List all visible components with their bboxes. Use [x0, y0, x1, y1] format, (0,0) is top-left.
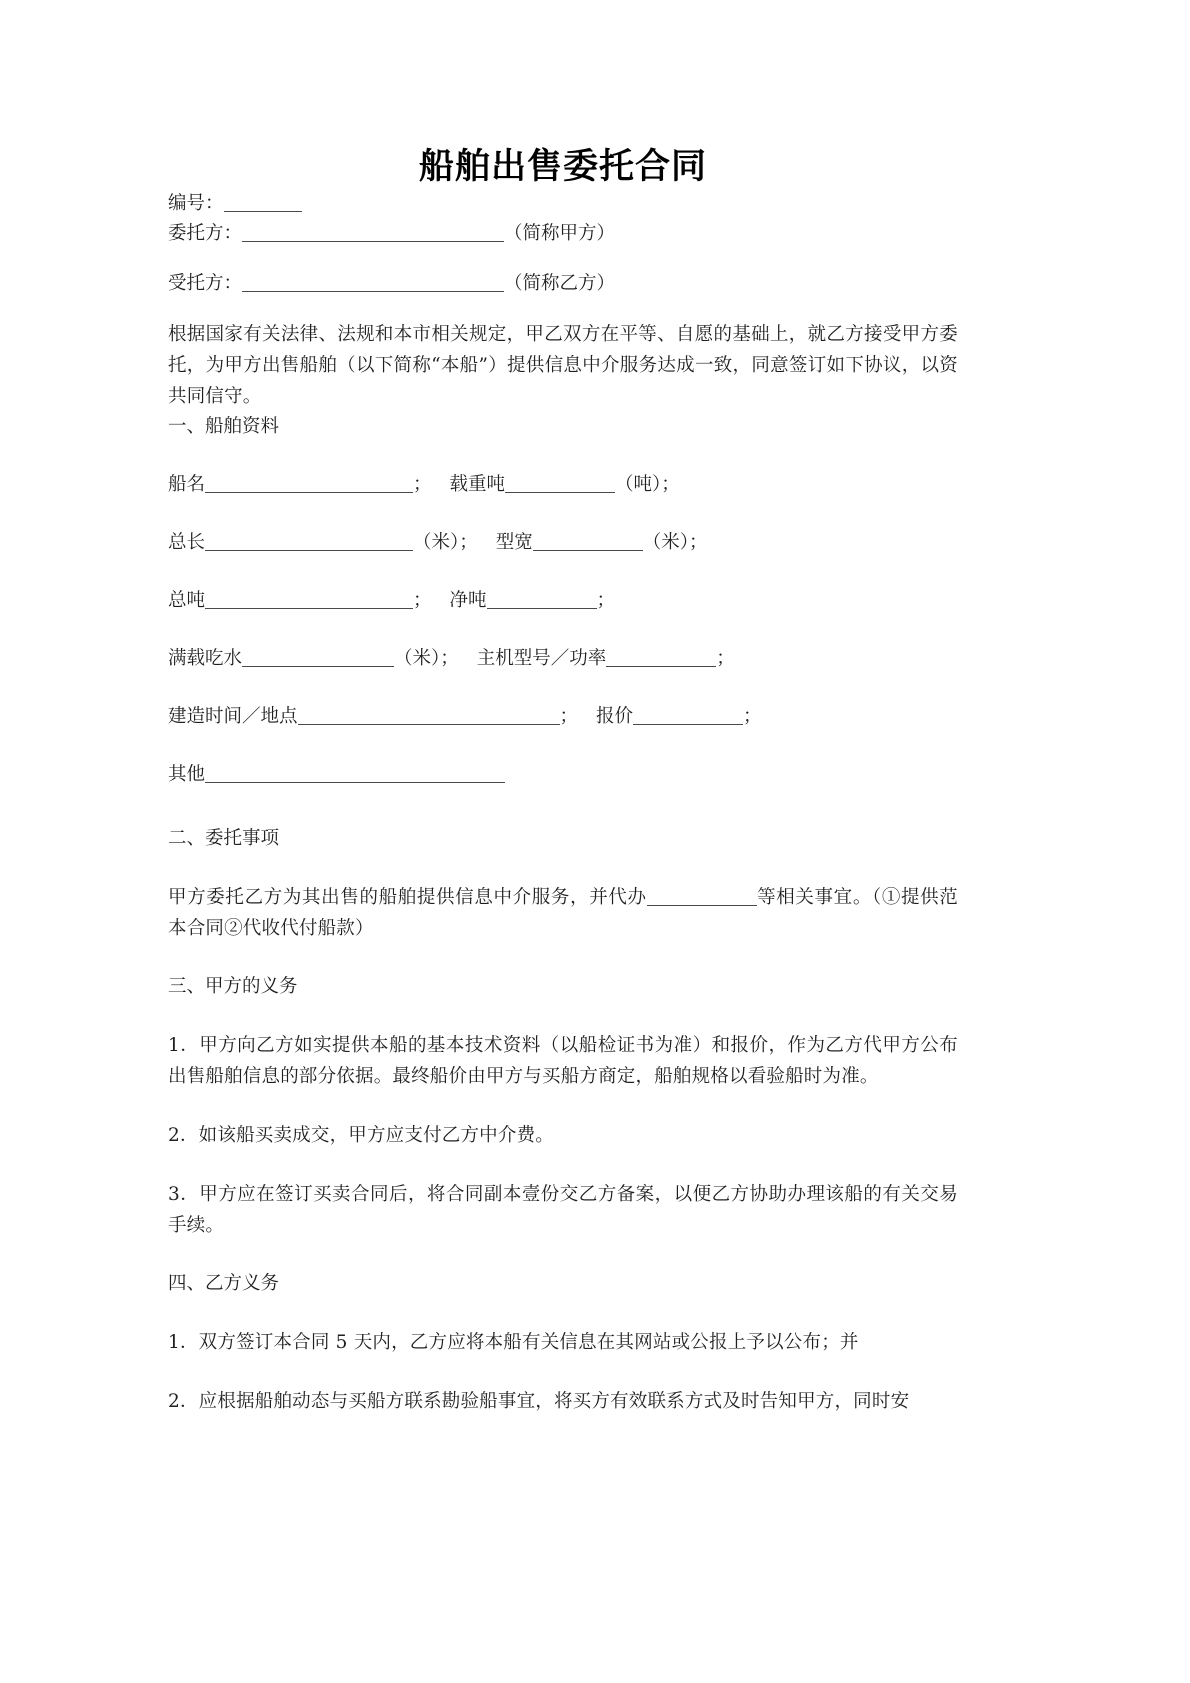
entrusting-party-blank[interactable] — [242, 224, 504, 242]
page-title: 船舶出售委托合同 — [418, 146, 707, 187]
entrusted-party-suffix: （简称乙方） — [504, 272, 616, 294]
field-row-entrusting-party — [168, 219, 958, 249]
spacer — [168, 674, 958, 702]
spec-label: 型宽 — [495, 531, 533, 553]
spec-blank[interactable] — [505, 475, 615, 493]
spec-row-other — [168, 760, 958, 790]
entrusting-party-suffix: （简称甲方） — [504, 222, 616, 244]
spacer — [168, 616, 958, 644]
spacer — [168, 1299, 958, 1327]
spec-row-gross-tonnage — [168, 586, 958, 616]
spec-label: 船名 — [168, 473, 206, 495]
spec-label: 净吨 — [449, 589, 487, 611]
spacer — [168, 1241, 958, 1269]
spacer — [168, 1151, 958, 1179]
document-body — [168, 0, 958, 1417]
spec-blank[interactable] — [242, 649, 394, 667]
field-row-number — [168, 189, 958, 219]
section-heading-2: 二、委托事项 — [168, 827, 280, 849]
spacer — [168, 558, 958, 586]
number-blank[interactable] — [224, 194, 302, 212]
spec-tail: ； — [596, 589, 616, 611]
spec-tail: （米）； — [394, 647, 459, 669]
spacer — [168, 500, 958, 528]
section-heading-4: 四、乙方义务 — [168, 1272, 280, 1294]
spec-tail: （吨）； — [615, 473, 680, 495]
spec-label: 总长 — [168, 531, 206, 553]
section2-blank[interactable] — [647, 888, 757, 906]
number-label: 编号： — [168, 192, 224, 214]
spec-tail: ； — [413, 589, 432, 611]
spec-label: 建造时间／地点 — [168, 705, 298, 727]
spacer — [168, 249, 958, 269]
section4-item-2: 2．应根据船舶动态与买船方联系勘验船事宜，将买方有效联系方式及时告知甲方，同时安 — [168, 1390, 910, 1412]
spacer — [168, 299, 958, 319]
spec-label: 主机型号／功率 — [476, 647, 607, 669]
spec-label: 其他 — [168, 763, 206, 785]
section3-item-1: 1．甲方向乙方如实提供本船的基本技术资料（以船检证书为准）和报价，作为乙方代甲方公布出售船舶信息的部分依据。最终船价由甲方与买船方商定，船舶规格以看验船时为准。 — [168, 1034, 958, 1087]
section2-text-after: 等相关事宜。（①提供范本合同②代收代付船款） — [168, 886, 958, 939]
section-heading-1: 一、船舶资料 — [168, 415, 280, 437]
entrusted-party-label: 受托方： — [168, 272, 243, 294]
section3-item-3: 3．甲方应在签订买卖合同后，将合同副本壹份交乙方备案，以便乙方协助办理该船的有关交易手续。 — [168, 1183, 958, 1236]
spec-row-ship-name — [168, 470, 958, 500]
spec-blank[interactable] — [205, 475, 413, 493]
spec-tail: （米）； — [413, 531, 478, 553]
field-row-entrusted-party — [168, 269, 958, 299]
spacer — [168, 944, 958, 972]
spacer — [168, 1002, 958, 1030]
spec-blank[interactable] — [205, 765, 505, 783]
spec-blank[interactable] — [633, 707, 743, 725]
spec-tail: ； — [413, 473, 432, 495]
entrusted-party-blank[interactable] — [242, 274, 504, 292]
spacer — [168, 854, 958, 882]
spec-label: 报价 — [596, 705, 634, 727]
spacer — [168, 790, 958, 824]
spec-row-build-date-place — [168, 702, 958, 732]
spec-label: 载重吨 — [449, 473, 506, 495]
section4-item-1: 1．双方签订本合同 5 天内，乙方应将本船有关信息在其网站或公报上予以公布；并 — [168, 1331, 859, 1353]
spec-row-length — [168, 528, 958, 558]
section2-paragraph — [168, 882, 958, 944]
spec-blank[interactable] — [533, 533, 643, 551]
spec-tail: ； — [743, 705, 762, 727]
spec-blank[interactable] — [487, 591, 597, 609]
spacer — [168, 732, 958, 760]
preamble-paragraph: 根据国家有关法律、法规和本市相关规定，甲乙双方在平等、自愿的基础上，就乙方接受甲方委托，为甲方出售船舶（以下简称“本船”）提供信息中介服务达成一致，同意签订如下协议，以资共同信守。 — [168, 323, 958, 407]
spec-blank[interactable] — [205, 591, 413, 609]
spec-label: 总吨 — [168, 589, 206, 611]
spec-blank[interactable] — [606, 649, 716, 667]
section3-item-2: 2．如该船买卖成交，甲方应支付乙方中介费。 — [168, 1124, 554, 1146]
spec-blank[interactable] — [298, 707, 560, 725]
spec-blank[interactable] — [205, 533, 413, 551]
entrusting-party-label: 委托方： — [168, 222, 243, 244]
section-heading-3: 三、甲方的义务 — [168, 975, 298, 997]
spec-tail: ； — [716, 647, 735, 669]
spacer — [168, 442, 958, 470]
section2-text-before: 甲方委托乙方为其出售的船舶提供信息中介服务，并代办 — [168, 886, 647, 908]
spacer — [168, 1358, 958, 1386]
spec-row-draft — [168, 644, 958, 674]
spec-tail: （米）； — [642, 531, 708, 553]
spacer — [168, 1092, 958, 1120]
spec-tail: ； — [559, 705, 579, 727]
spec-label: 满载吃水 — [168, 647, 243, 669]
